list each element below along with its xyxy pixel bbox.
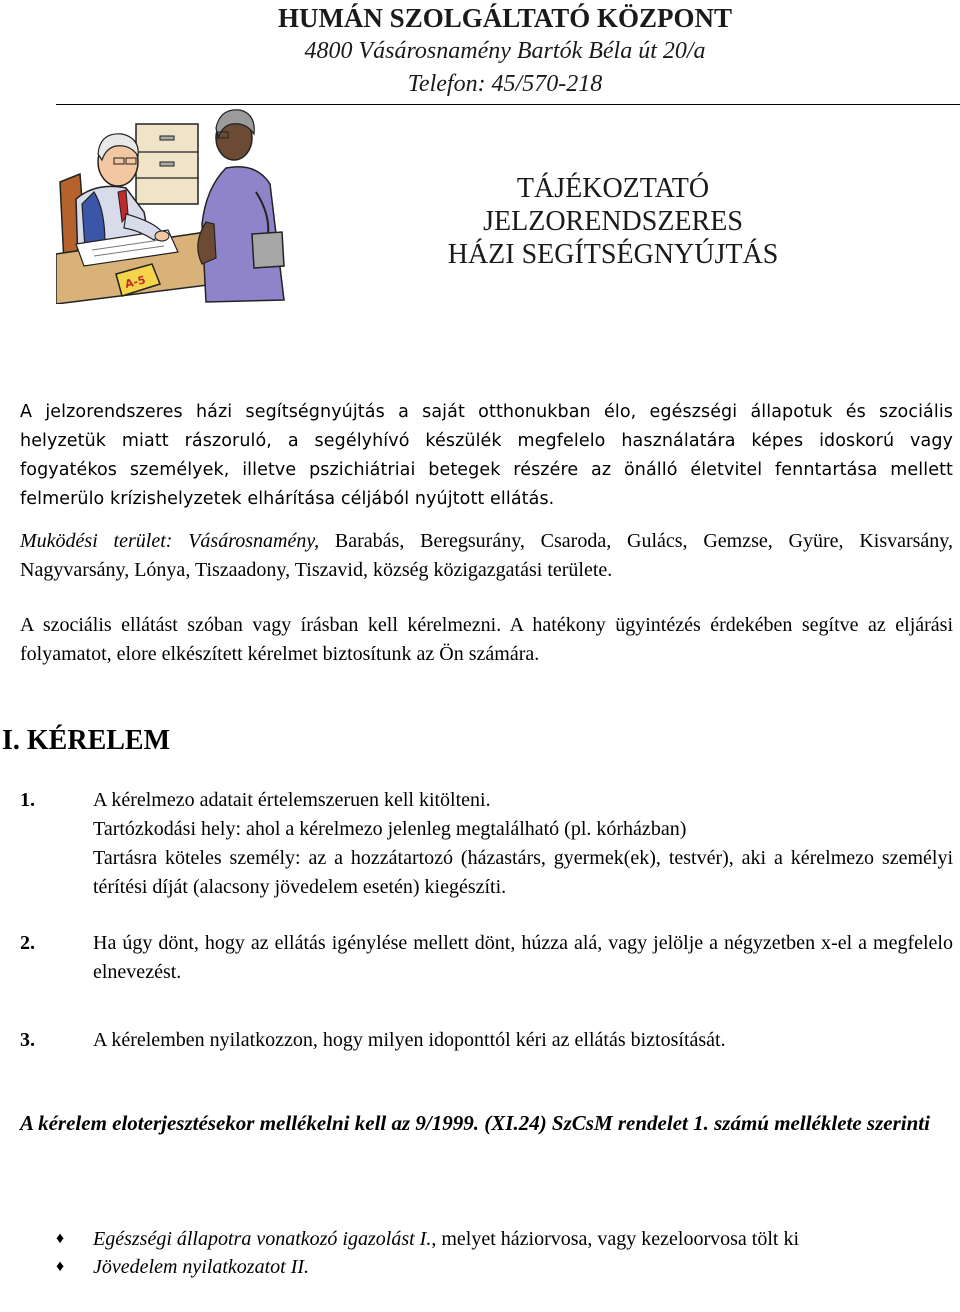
title-line-1: TÁJÉKOZTATÓ (516, 173, 710, 204)
desk-sign-text: A-5 (123, 273, 147, 291)
intro-paragraph: A jelzorendszeres házi segítségnyújtás a saját otthonukban élo, egészségi állapotuk és szociális helyzetük miatt rászoruló, a segélyhívó készülék megfelelo használatára képes idoskorú vagy fogyatékos személyek, illetve pszichiátriai betegek részére az önálló életvitel fenntartása mellett felmerülo krízishelyzetek elhárítása céljából nyújtott ellátás. (20, 402, 953, 509)
item-body (93, 786, 953, 902)
attachment-name: Egészségi állapotra vonatkozó igazolást I. (93, 1228, 432, 1250)
title-line-3: HÁZI SEGÍTSÉGNYÚJTÁS (447, 239, 779, 270)
attachments-heading: A kérelem eloterjesztésekor mellékelni kell az 9/1999. (XI.24) SzCsM rendelet 1. számú melléklete szerinti (20, 1111, 930, 1135)
organization-address: 4800 Vásárosnamény Bartók Béla út 20/a (304, 38, 706, 64)
attachment-note: , melyet háziorvosa, vagy kezeloorvosa tölt ki (431, 1228, 799, 1250)
document-title (258, 172, 960, 271)
attachment-name: Jövedelem nyilatkozatot II. (93, 1256, 310, 1278)
item-line: Tartózkodási hely: ahol a kérelmezo jelenleg megtalálható (pl. kórházban) (93, 818, 687, 840)
section-title: I. KÉRELEM (2, 725, 171, 756)
diamond-bullet-icon: ♦ (56, 1258, 65, 1275)
list-item (0, 1225, 953, 1253)
item-number: 1. (20, 789, 35, 811)
diamond-bullet-icon: ♦ (56, 1230, 65, 1247)
item-line: Tartásra köteles személy: az a hozzátartozó (házastárs, gyermek(ek), testvér), aki a kérelmezo személyi térítési díját (alacsony jövedelem esetén) kiegészíti. (93, 847, 953, 898)
title-line-2: JELZORENDSZERES (483, 206, 743, 237)
clerk-and-client-clipart (56, 104, 286, 304)
service-area-text: Barabás, Beregsurány, Csaroda, Gulács, Gemzse, Gyüre, Kisvarsány, Nagyvarsány, Lónya, Tiszaadony, Tiszavid, község közigazgatási területe. (20, 530, 953, 581)
item-body: Ha úgy dönt, hogy az ellátás igénylése mellett dönt, húzza alá, vagy jelölje a négyzetben x-el a megfelelo elnevezést. (93, 932, 953, 983)
list-item (0, 1253, 953, 1281)
service-area-label: Muködési terület: Vásárosnamény, (20, 530, 320, 552)
item-number: 3. (20, 1029, 35, 1051)
service-area-paragraph (20, 527, 953, 585)
letterhead (0, 2, 960, 101)
request-info-paragraph: A szociális ellátást szóban vagy írásban kell kérelmezni. A hatékony ügyintézés érdekében segítve az eljárási folyamatot, elore elkészített kérelmet biztosítunk az Ön számára. (20, 614, 953, 665)
attachments-list (0, 1225, 960, 1281)
item-number: 2. (20, 932, 35, 954)
item-line: A kérelmezo adatait értelemszeruen kell kitölteni. (93, 789, 491, 811)
organization-phone: Telefon: 45/570-218 (407, 71, 603, 97)
item-body: A kérelemben nyilatkozzon, hogy milyen idoponttól kéri az ellátás biztosítását. (93, 1029, 726, 1051)
organization-name: HUMÁN SZOLGÁLTATÓ KÖZPONT (277, 3, 733, 33)
